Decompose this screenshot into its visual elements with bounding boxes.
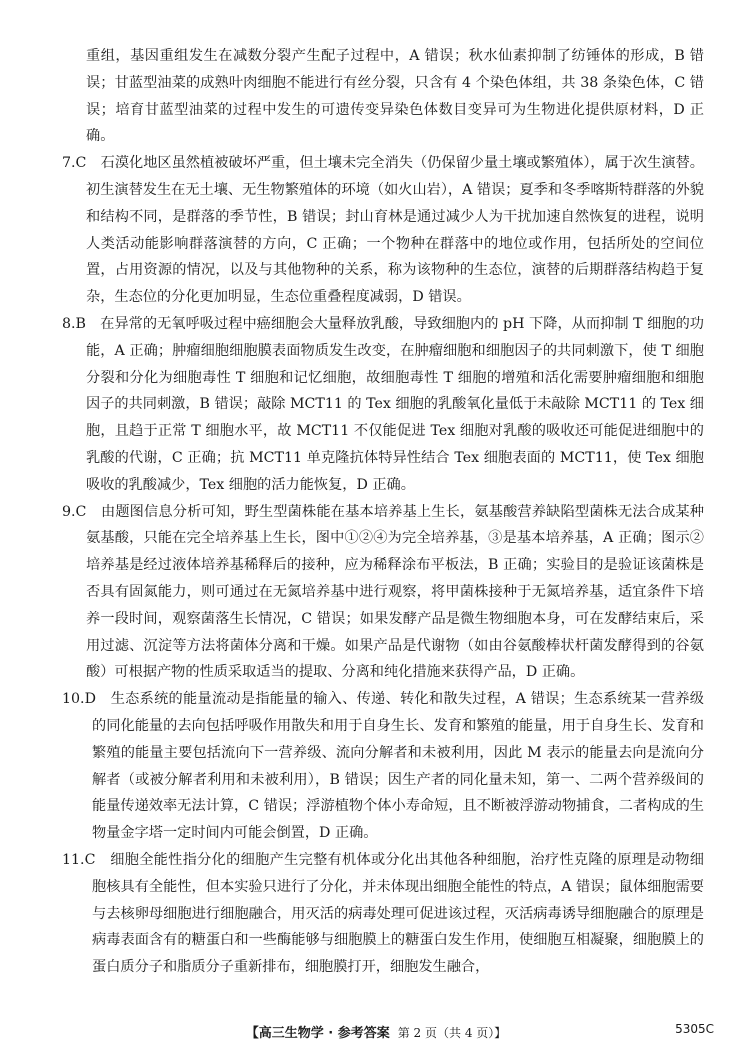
answer-number: 11.C <box>62 851 96 868</box>
answer-explanation: 细胞全能性指分化的细胞产生完整有机体或分化出其他各种细胞，治疗性克隆的原理是动物细胞核具有全能性，但本实验只进行了分化，并未体现出细胞全能性的特点，A 错误；鼠体细胞需要与去核卵母细胞进行细胞融合，用灭活的病毒处理可促进该过程，灭活病毒诱导细胞融合的原理是病毒表面含有的糖蛋白和一些酶能够与细胞膜上的糖蛋白发生作用，使细胞互相凝聚，细胞膜上的蛋白质分子和脂质分子重新排布，细胞膜打开，细胞发生融合， <box>92 851 704 976</box>
answer-explanation: 在异常的无氧呼吸过程中癌细胞会大量释放乳酸，导致细胞内的 pH 下降，从而抑制 T 细胞的功能，A 正确；肿瘤细胞细胞膜表面物质发生改变，在肿瘤细胞和细胞因子的共同刺激下，使 T 细胞分裂和分化为细胞毒性 T 细胞和记忆细胞，故细胞毒性 T 细胞的增殖和活化需要肿瘤细胞和细胞因子的共同刺激，B 错误；敲除 MCT11 的 Tex 细胞的乳酸氧化量低于未敲除 MCT11 的 Tex 细胞，且趋于正常 T 细胞水平，故 MCT11 不仅能促进 Tex 细胞对乳酸的吸收还可能促进细胞中的乳酸的代谢，C 正确；抗 MCT11 单克隆抗体特异性结合 Tex 细胞表面的 MCT11，使 Tex 细胞吸收的乳酸减少，Tex 细胞的活力能恢复，D 正确。 <box>86 315 704 493</box>
answer-item-7 <box>62 150 704 311</box>
answer-number: 8.B <box>62 315 86 332</box>
answer-explanation: 生态系统的能量流动是指能量的输入、传递、转化和散失过程，A 错误；生态系统某一营养级的同化能量的去向包括呼吸作用散失和用于自身生长、发育和繁殖的能量，用于自身生长、发育和繁殖的能量主要包括流向下一营养级、流向分解者和未被利用，因此 M 表示的能量去向是流向分解者（或被分解者利用和未被利用），B 错误；因生产者的同化量未知，第一、二两个营养级间的能量传递效率无法计算，C 错误；浮游植物个体小寿命短，且不断被浮游动物捕食，二者构成的生物量金字塔一定时间内可能会倒置，D 正确。 <box>92 691 704 842</box>
answer-item-9 <box>62 499 704 687</box>
answer-number: 7.C <box>62 155 87 172</box>
page-footer <box>0 1022 752 1042</box>
answer-item-8 <box>62 311 704 499</box>
answer-item-10 <box>62 686 704 847</box>
footer-title: 【高三生物学 · 参考答案 <box>245 1026 390 1041</box>
answer-item-11 <box>62 847 704 981</box>
answer-explanation: 石漠化地区虽然植被破坏严重，但土壤未完全消失（仍保留少量土壤或繁殖体），属于次生演替。初生演替发生在无土壤、无生物繁殖体的环境（如火山岩），A 错误；夏季和冬季喀斯特群落的外貌和结构不同，是群落的季节性，B 错误；封山育林是通过减少人为干扰加速自然恢复的进程，说明人类活动能影响群落演替的方向，C 正确；一个物种在群落中的地位或作用，包括所处的空间位置，占用资源的情况，以及与其他物种的关系，称为该物种的生态位，演替的后期群落结构趋于复杂，生态位的分化更加明显，生态位重叠程度减弱，D 错误。 <box>86 155 704 306</box>
answer-number: 9.C <box>62 503 87 520</box>
footer-center <box>0 1022 752 1041</box>
footer-page-info: 第 2 页（共 4 页）】 <box>397 1026 507 1040</box>
answer-number: 10.D <box>62 691 96 708</box>
answer-explanation: 由题图信息分析可知，野生型菌株能在基本培养基上生长，氨基酸营养缺陷型菌株无法合成某种氨基酸，只能在完全培养基上生长，图中①②④为完全培养基，③是基本培养基，A 正确；图示②培养基是经过液体培养基稀释后的接种，应为稀释涂布平板法，B 正确；实验目的是验证该菌株是否具有固氮能力，则可通过在无氮培养基中进行观察，将甲菌株接种于无氮培养基，适宜条件下培养一段时间，观察菌落生长情况，C 错误；如果发酵产品是微生物细胞本身，可在发酵结束后，采用过滤、沉淀等方法将菌体分离和干燥。如果产品是代谢物（如由谷氨酸棒状杆菌发酵得到的谷氨酸）可根据产物的性质采取适当的提取、分离和纯化措施来获得产品，D 正确。 <box>86 503 704 681</box>
footer-code: 5305C <box>675 1022 714 1036</box>
paragraph-continuation <box>62 43 704 150</box>
paragraph-text: 重组，基因重组发生在减数分裂产生配子过程中，A 错误；秋水仙素抑制了纺锤体的形成，B 错误；甘蓝型油菜的成熟叶肉细胞不能进行有丝分裂，只含有 4 个染色体组，共 38 条染色体，C 错误；培育甘蓝型油菜的过程中发生的可遗传变异染色体数目变异可为生物进化提供原材料，D 正确。 <box>86 48 704 145</box>
